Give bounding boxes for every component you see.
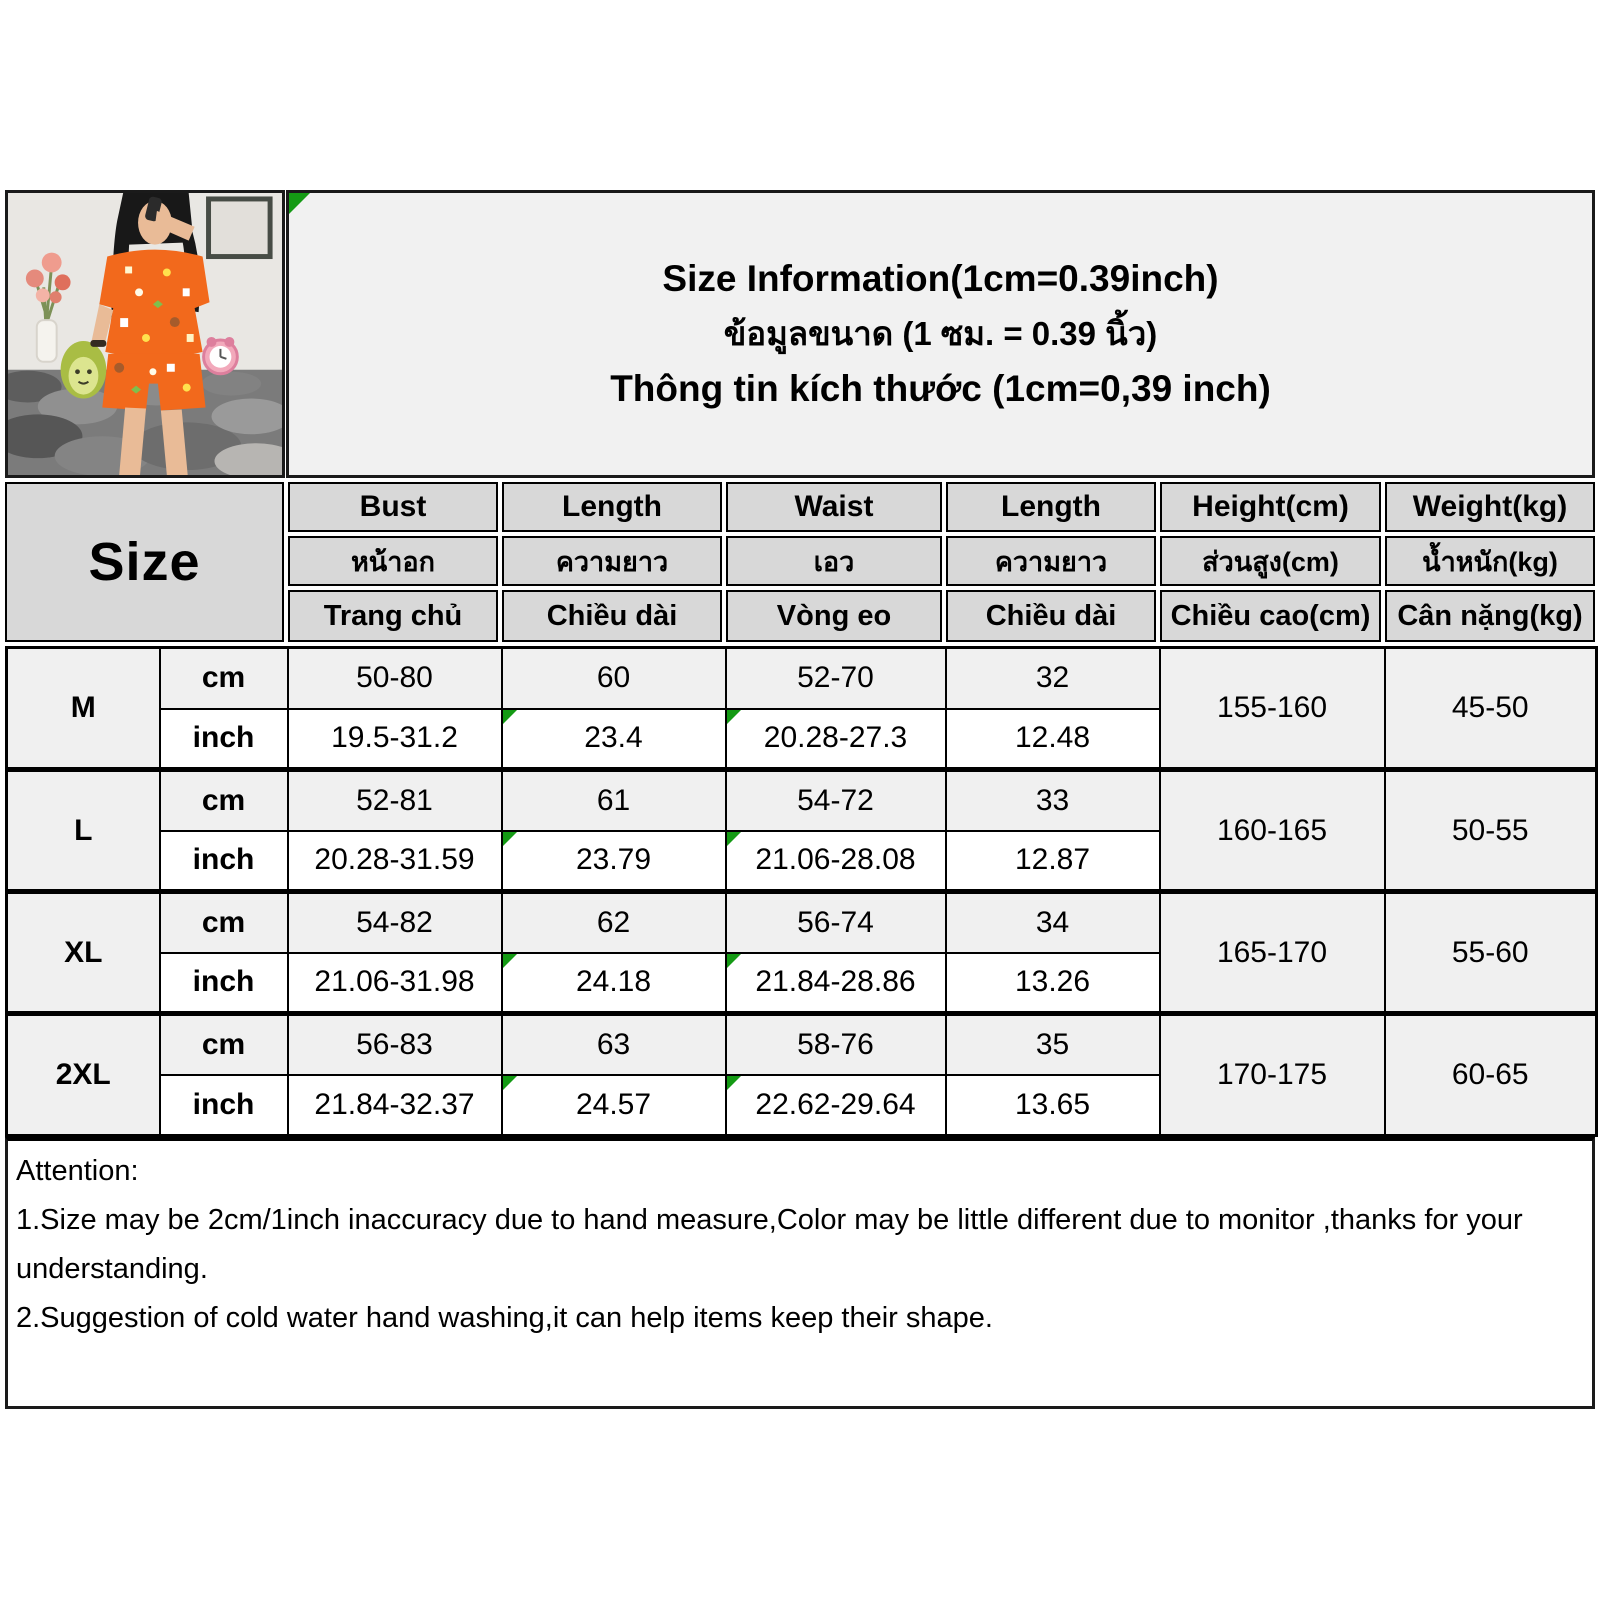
size-label: 2XL	[7, 1014, 160, 1136]
value-cell: 21.84-28.86	[726, 953, 946, 1014]
value-cell: 19.5-31.2	[288, 709, 502, 770]
value-cell: 63	[502, 1014, 726, 1075]
unit-cell: cm	[160, 770, 288, 831]
product-photo	[5, 190, 285, 478]
unit-cell: inch	[160, 831, 288, 892]
header-length-en: Length	[502, 482, 722, 532]
excel-corner-marker-icon	[727, 954, 741, 968]
header-bust-en: Bust	[288, 482, 498, 532]
value-cell: 32	[946, 648, 1160, 709]
value-cell: 21.06-28.08	[726, 831, 946, 892]
header-waist-en: Waist	[726, 482, 942, 532]
alarm-clock	[204, 337, 238, 374]
header-height-th: ส่วนสูง(cm)	[1160, 536, 1381, 586]
header-weight-th: น้ำหนัก(kg)	[1385, 536, 1595, 586]
size-label: L	[7, 770, 160, 892]
header-length-vi: Chiều dài	[502, 590, 722, 642]
avocado-plush	[61, 341, 107, 399]
value-cell: 56-74	[726, 892, 946, 953]
height-cell: 165-170	[1160, 892, 1385, 1014]
weight-cell: 50-55	[1385, 770, 1597, 892]
product-photo-illustration	[8, 193, 282, 475]
size-label: M	[7, 648, 160, 770]
value-cell: 35	[946, 1014, 1160, 1075]
size-table	[5, 646, 1598, 1137]
value-cell: 33	[946, 770, 1160, 831]
header-weight-vi: Cân nặng(kg)	[1385, 590, 1595, 642]
unit-cell: inch	[160, 953, 288, 1014]
header-length-th: ความยาว	[502, 536, 722, 586]
table-header	[5, 482, 1595, 642]
unit-cell: cm	[160, 1014, 288, 1075]
size-label: XL	[7, 892, 160, 1014]
weight-cell: 60-65	[1385, 1014, 1597, 1136]
value-cell: 54-72	[726, 770, 946, 831]
value-cell: 62	[502, 892, 726, 953]
value-cell: 21.06-31.98	[288, 953, 502, 1014]
header-height-vi: Chiều cao(cm)	[1160, 590, 1381, 642]
excel-corner-marker-icon	[727, 710, 741, 724]
unit-cell: inch	[160, 709, 288, 770]
table-row	[7, 1014, 1597, 1075]
attention-title: Attention:	[16, 1155, 139, 1187]
header-height-en: Height(cm)	[1160, 482, 1381, 532]
excel-corner-marker-icon	[503, 832, 517, 846]
value-cell: 56-83	[288, 1014, 502, 1075]
value-cell: 52-70	[726, 648, 946, 709]
size-info-title-th: ข้อมูลขนาด (1 ซม. = 0.39 นิ้ว)	[723, 315, 1158, 352]
unit-cell: cm	[160, 892, 288, 953]
value-cell: 23.4	[502, 709, 726, 770]
value-cell: 52-81	[288, 770, 502, 831]
value-cell: 58-76	[726, 1014, 946, 1075]
value-cell: 61	[502, 770, 726, 831]
excel-corner-marker-icon	[503, 1076, 517, 1090]
excel-corner-marker-icon	[289, 193, 310, 214]
weight-cell: 45-50	[1385, 648, 1597, 770]
value-cell: 24.57	[502, 1075, 726, 1136]
attention-line-2: 2.Suggestion of cold water hand washing,it can help items keep their shape.	[16, 1302, 993, 1334]
value-cell: 54-82	[288, 892, 502, 953]
header-waist-th: เอว	[726, 536, 942, 586]
top-row	[5, 190, 1595, 478]
excel-corner-marker-icon	[503, 710, 517, 724]
header-bust-th: หน้าอก	[288, 536, 498, 586]
header-length2-vi: Chiều dài	[946, 590, 1156, 642]
table-row	[7, 892, 1597, 953]
unit-cell: cm	[160, 648, 288, 709]
size-info-title-en: Size Information(1cm=0.39inch)	[662, 258, 1219, 299]
header-waist-vi: Vòng eo	[726, 590, 942, 642]
header-weight-en: Weight(kg)	[1385, 482, 1595, 532]
picture-frame	[209, 199, 271, 257]
excel-corner-marker-icon	[727, 832, 741, 846]
table-row	[7, 648, 1597, 709]
excel-corner-marker-icon	[503, 954, 517, 968]
header-bust-vi: Trang chủ	[288, 590, 498, 642]
value-cell: 23.79	[502, 831, 726, 892]
value-cell: 12.48	[946, 709, 1160, 770]
value-cell: 60	[502, 648, 726, 709]
value-cell: 12.87	[946, 831, 1160, 892]
excel-corner-marker-icon	[727, 1076, 741, 1090]
header-length2-en: Length	[946, 482, 1156, 532]
value-cell: 21.84-32.37	[288, 1075, 502, 1136]
value-cell: 24.18	[502, 953, 726, 1014]
attention-line-1: 1.Size may be 2cm/1inch inaccuracy due to hand measure,Color may be little different due to monitor ,thanks for your understanding.	[16, 1204, 1523, 1285]
weight-cell: 55-60	[1385, 892, 1597, 1014]
height-cell: 170-175	[1160, 1014, 1385, 1136]
height-cell: 155-160	[1160, 648, 1385, 770]
value-cell: 13.26	[946, 953, 1160, 1014]
value-cell: 20.28-31.59	[288, 831, 502, 892]
value-cell: 22.62-29.64	[726, 1075, 946, 1136]
size-info-title-vi: Thông tin kích thước (1cm=0,39 inch)	[610, 368, 1271, 409]
size-header-cell: Size	[5, 482, 284, 642]
table-row	[7, 770, 1597, 831]
size-info-header	[286, 190, 1595, 478]
value-cell: 34	[946, 892, 1160, 953]
value-cell: 50-80	[288, 648, 502, 709]
height-cell: 160-165	[1160, 770, 1385, 892]
size-chart	[5, 190, 1595, 1409]
value-cell: 13.65	[946, 1075, 1160, 1136]
value-cell: 20.28-27.3	[726, 709, 946, 770]
unit-cell: inch	[160, 1075, 288, 1136]
header-length2-th: ความยาว	[946, 536, 1156, 586]
attention-notes	[5, 1137, 1595, 1409]
